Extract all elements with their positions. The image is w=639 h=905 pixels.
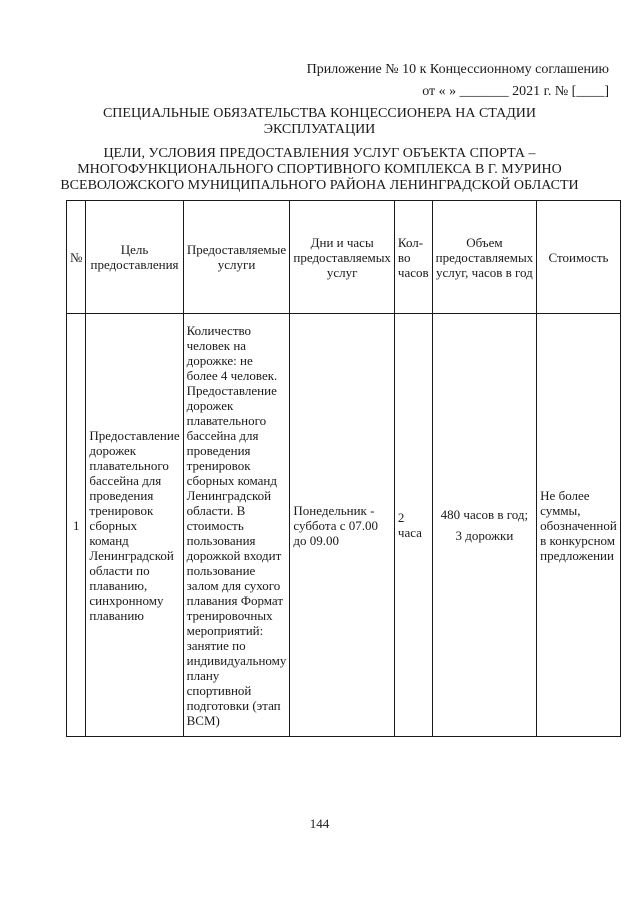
row-volume-lanes: 3 дорожки bbox=[455, 528, 514, 543]
page-number: 144 bbox=[309, 816, 330, 831]
row-services-text: Количество человек на дорожке: не более 4 человек. Предоставление дорожек плавательного бассейна для проведения тренировок сборных команд Ленинградской области. В стоимость пользования дорожкой входит пользование залом для сухого плавания Формат тренировочных мероприятий: занятие по индивидуальному плану спортивной подготовки (этап ВСМ) bbox=[186, 322, 287, 728]
table-header-row bbox=[67, 201, 621, 314]
header-goal: Цель предоставления bbox=[86, 201, 183, 314]
obligations-title: СПЕЦИАЛЬНЫЕ ОБЯЗАТЕЛЬСТВА КОНЦЕССИОНЕРА НА СТАДИИ ЭКСПЛУАТАЦИИ bbox=[102, 106, 537, 137]
services-table bbox=[66, 200, 621, 737]
row-services bbox=[183, 314, 290, 737]
row-volume bbox=[432, 314, 537, 737]
row-cost: Не более суммы, обозначенной в конкурсном предложении bbox=[537, 314, 621, 737]
goals-title: ЦЕЛИ, УСЛОВИЯ ПРЕДОСТАВЛЕНИЯ УСЛУГ ОБЪЕКТА СПОРТА – МНОГОФУНКЦИОНАЛЬНОГО СПОРТИВНОГО КОМПЛЕКСА В Г. МУРИНО ВСЕВОЛОЖСКОГО МУНИЦИПАЛЬНОГО РАЙОНА ЛЕНИНГРАДСКОЙ ОБЛАСТИ bbox=[60, 146, 579, 193]
header-days-hours: Дни и часы предоставляемых услуг bbox=[290, 201, 395, 314]
header-volume: Объем предоставляемых услуг, часов в год bbox=[432, 201, 537, 314]
header-hours-count: Кол-во часов bbox=[394, 201, 432, 314]
row-number: 1 bbox=[67, 314, 86, 737]
row-days-hours: Понедельник - суббота с 07.00 до 09.00 bbox=[290, 314, 395, 737]
row-hours-count: 2 часа bbox=[394, 314, 432, 737]
row-goal: Предоставление дорожек плавательного бассейна для проведения тренировок сборных команд Ленинградской области по плаванию, синхронному плаванию bbox=[86, 314, 183, 737]
header-services: Предоставляемые услуги bbox=[183, 201, 290, 314]
annex-reference: Приложение № 10 к Концессионному соглашению bbox=[306, 62, 609, 77]
header-cost: Стоимость bbox=[537, 201, 621, 314]
table-row bbox=[67, 314, 621, 737]
row-volume-hours: 480 часов в год; bbox=[440, 507, 529, 522]
header-number: № bbox=[67, 201, 86, 314]
agreement-date-line: от « » _______ 2021 г. № [____] bbox=[422, 84, 609, 99]
